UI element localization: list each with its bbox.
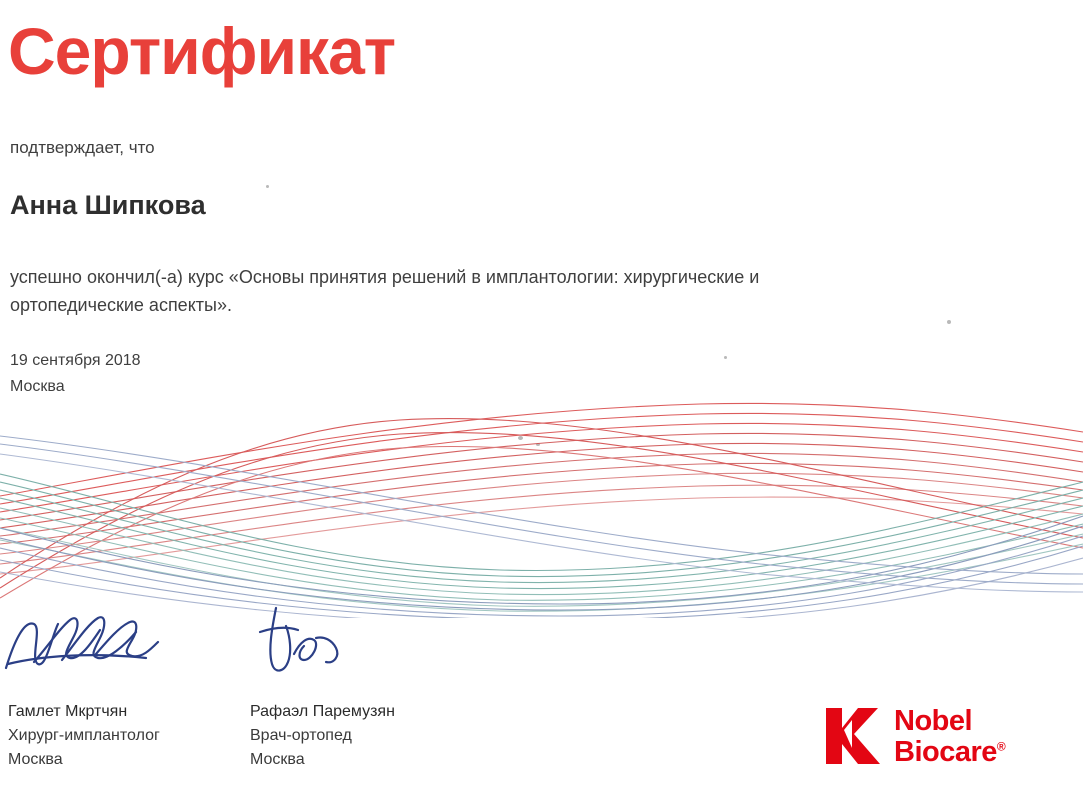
issue-date: 19 сентября 2018 [10, 352, 141, 369]
signature-mark-1 [0, 602, 200, 682]
nobel-biocare-logo [818, 702, 1068, 774]
confirmation-line: подтверждает, что [10, 138, 155, 157]
signatory-city: Москва [250, 751, 305, 768]
speck-mark [947, 320, 951, 324]
signatory-block-2 [250, 700, 395, 772]
signatory-role: Врач-ортопед [250, 727, 352, 744]
signatory-name: Рафаэл Паремузян [250, 703, 395, 720]
signatory-role: Хирург-имплантолог [8, 727, 160, 744]
recipient-name: Анна Шипкова [10, 190, 206, 220]
course-description: успешно окончил(-а) курс «Основы принятия решений в имплантологии: хирургические и ортопедические аспекты». [10, 267, 760, 315]
decorative-wave-graphic [0, 378, 1083, 618]
speck-mark [266, 185, 269, 188]
signatory-city: Москва [8, 751, 63, 768]
signatory-block-1 [8, 700, 160, 772]
logo-line-1: Nobel [894, 705, 973, 737]
logo-wordmark [894, 706, 1005, 769]
speck-mark [724, 356, 727, 359]
signature-mark-2 [250, 602, 450, 682]
registered-mark: ® [996, 739, 1006, 754]
logo-mark-icon [818, 702, 892, 770]
page-title: Сертификат [8, 14, 396, 88]
issue-city: Москва [10, 378, 65, 395]
logo-line-2: Biocare [894, 736, 997, 769]
signatory-name: Гамлет Мкртчян [8, 703, 128, 720]
